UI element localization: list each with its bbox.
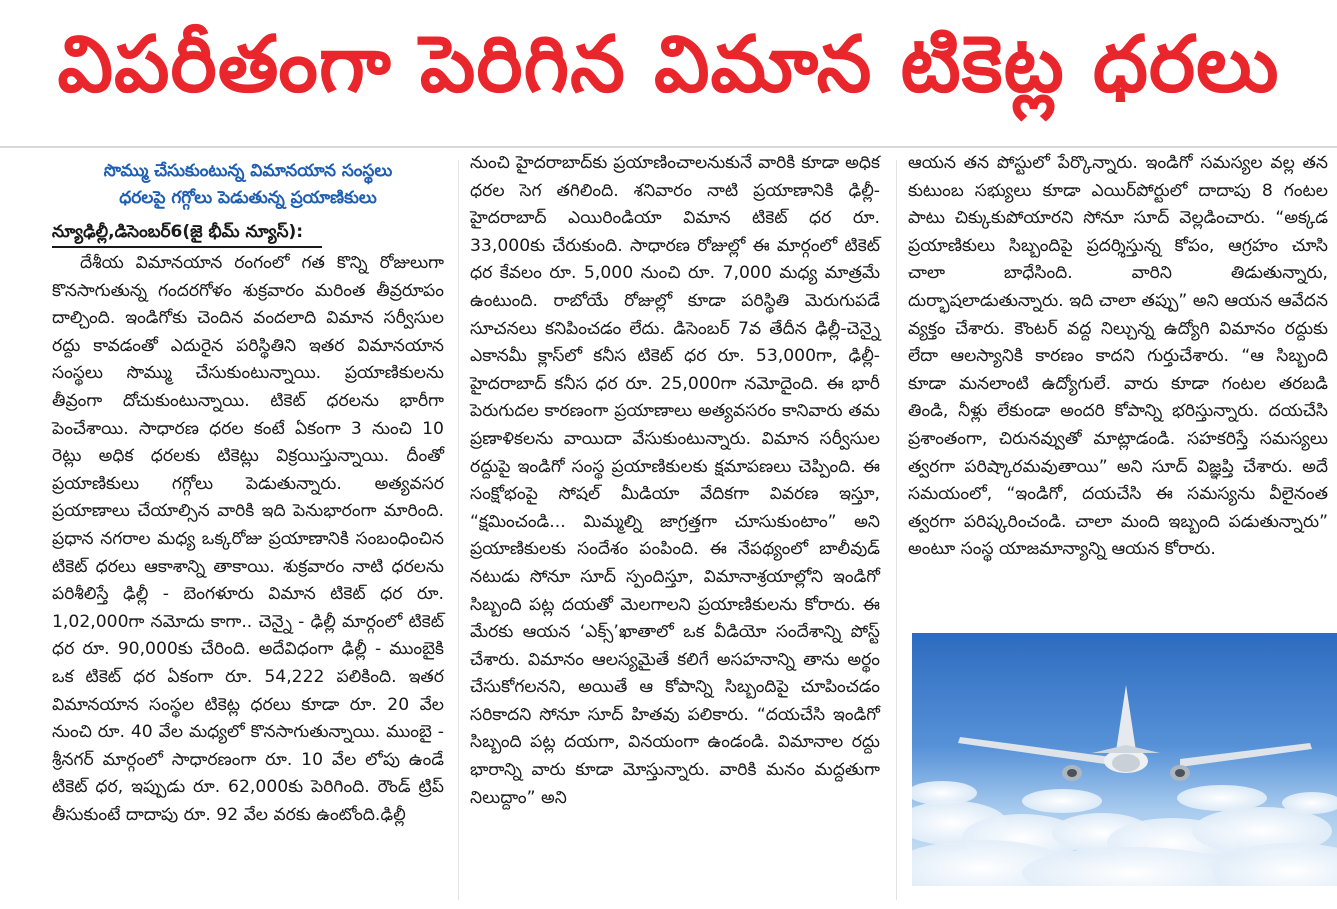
dateline: న్యూఢిల్లీ,డిసెంబర్6(జై భీమ్ న్యూస్):	[52, 222, 304, 242]
airplane-photo	[912, 633, 1337, 886]
headline: విపరీతంగా పెరిగిన విమాన టికెట్ల ధరలు	[57, 19, 1280, 110]
article-column-1	[52, 150, 444, 829]
body-paragraph-3: ఆయన తన పోస్టులో పేర్కొన్నారు. ఇండిగో సమస్యల వల్ల తన కుటుంబ సభ్యులు కూడా ఎయిర్‌పోర్టులో దాదాపు 8 గంటల పాటు చిక్కుకుపోయారని సోనూ సూద్ వెల్లడించారు. “అక్కడ ప్రయాణికులు సిబ్బందిపై ప్రదర్శిస్తున్న కోపం, ఆగ్రహం చూసి చాలా బాధేసింది. వారిని తిడుతున్నారు, దుర్భాషలాడుతున్నారు. ఇది చాలా తప్పు” అని ఆయన ఆవేదన వ్యక్తం చేశారు. కౌంటర్ వద్ద నిల్చున్న ఉద్యోగి విమానం రద్దుకు లేదా ఆలస్యానికి కారణం కాదని గుర్తుచేశారు. “ఆ సిబ్బంది కూడా మనలాంటి ఉద్యోగులే. వారు కూడా గంటల తరబడి తిండి, నీళ్లు లేకుండా అందరి కోపాన్ని భరిస్తున్నారు. దయచేసి ప్రశాంతంగా, చిరునవ్వుతో మాట్లాడండి. సహకరిస్తే సమస్యలు త్వరగా పరిష్కారమవుతాయి” అని సూద్ విజ్ఞప్తి చేశారు. అదే సమయంలో, “ఇండిగో, దయచేసి ఈ సమస్యను వీలైనంత త్వరగా పరిష్కరించండి. చాలా మంది ఇబ్బంది పడుతున్నారు” అంటూ సంస్థ యాజమాన్యాన్ని ఆయన కోరారు.	[908, 153, 1328, 560]
article-column-3	[908, 150, 1328, 564]
airplane-icon	[912, 633, 1337, 886]
deck-line-1: సొమ్ము చేసుకుంటున్న విమానయాన సంస్థలు	[103, 161, 393, 181]
dateline-rule	[52, 246, 322, 248]
deck-line-2: ధరలపై గగ్గోలు పెడుతున్న ప్రయాణికులు	[119, 188, 377, 208]
headline-divider	[0, 146, 1337, 148]
body-paragraph-2: నుంచి హైదరాబాద్‌కు ప్రయాణించాలనుకునే వారికి కూడా అధిక ధరల సెగ తగిలింది. శనివారం నాటి ప్రయాణానికి ఢిల్లీ-హైదరాబాద్ ఎయిరిండియా విమాన టికెట్ ధర రూ. 33,000కు చేరుకుంది. సాధారణ రోజుల్లో ఈ మార్గంలో టికెట్ ధర కేవలం రూ. 5,000 నుంచి రూ. 7,000 మధ్య మాత్రమే ఉంటుంది. రాబోయే రోజుల్లో కూడా పరిస్థితి మెరుగుపడే సూచనలు కనిపించడం లేదు. డిసెంబర్ 7వ తేదీన ఢిల్లీ-చెన్నై ఎకానమీ క్లాస్‌లో కనీస టికెట్ ధర రూ. 53,000గా, ఢిల్లీ-హైదరాబాద్ కనీస ధర రూ. 25,000గా నమోదైంది. ఈ భారీ పెరుగుదల కారణంగా ప్రయాణాలు అత్యవసరం కానివారు తమ ప్రణాళికలను వాయిదా వేసుకుంటున్నారు. విమాన సర్వీసుల రద్దుపై ఇండిగో సంస్థ ప్రయాణికులకు క్షమాపణలు చెప్పింది. ఈ సంక్షోభంపై సోషల్ మీడియా వేదికగా వివరణ ఇస్తూ, “క్షమించండి... మిమ్మల్ని జాగ్రత్తగా చూసుకుంటాం” అని ప్రయాణికులకు సందేశం పంపింది. ఈ నేపథ్యంలో బాలీవుడ్ నటుడు సోనూ సూద్ స్పందిస్తూ, విమానాశ్రయాల్లోని ఇండిగో సిబ్బంది పట్ల దయతో మెలగాలని ప్రయాణికులను కోరారు. ఈ మేరకు ఆయన ‘ఎక్స్’ఖాతాలో ఒక వీడియో సందేశాన్ని పోస్ట్ చేశారు. విమానం ఆలస్యమైతే కలిగే అసహనాన్ని తాను అర్థం చేసుకోగలనని, అయితే ఆ కోపాన్ని సిబ్బందిపై చూపించడం సరికాదని సోనూ సూద్ హితవు పలికారు. “దయచేసి ఇండిగో సిబ్బంది పట్ల దయగా, వినయంగా ఉండండి. విమానాల రద్దు భారాన్ని వారు కూడా మోస్తున్నారు. వారికి మనం మద్దతుగా నిలుద్దాం” అని	[470, 153, 880, 808]
body-paragraph-1: దేశీయ విమానయాన రంగంలో గత కొన్ని రోజులుగా కొనసాగుతున్న గందరగోళం శుక్రవారం మరింత తీవ్రరూపం దాల్చింది. ఇండిగోకు చెందిన వందలాది విమాన సర్వీసుల రద్దు కావడంతో ఎదురైన పరిస్థితిని ఇతర విమానయాన సంస్థలు సొమ్ము చేసుకుంటున్నాయి. ప్రయాణికులను తీవ్రంగా దోచుకుంటున్నాయి. టికెట్ ధరలను భారీగా పెంచేశాయి. సాధారణ ధరల కంటే ఏకంగా 3 నుంచి 10 రెట్లు అధిక ధరలకు టికెట్లు విక్రయిస్తున్నాయి. దీంతో ప్రయాణికులు గగ్గోలు పెడుతున్నారు. అత్యవసర ప్రయాణాలు చేయాల్సిన వారికి ఇది పెనుభారంగా మారింది. ప్రధాన నగరాల మధ్య ఒక్కరోజు ప్రయాణానికి సంబంధించిన టికెట్ ధరలు ఆకాశాన్ని తాకాయి. శుక్రవారం నాటి ధరలను పరిశీలిస్తే ఢిల్లీ - బెంగళూరు విమాన టికెట్ ధర రూ. 1,02,000గా నమోదు కాగా.. చెన్నై - ఢిల్లీ మార్గంలో టికెట్ ధర రూ. 90,000కు చేరింది. అదేవిధంగా ఢిల్లీ - ముంబైకి ఒక టికెట్ ధర ఏకంగా రూ. 54,222 పలికింది. ఇతర విమానయాన సంస్థల టికెట్ల ధరలు కూడా రూ. 20 వేల నుంచి రూ. 40 వేల మధ్యలో కొనసాగుతున్నాయి. ముంబై - శ్రీనగర్ మార్గంలో సాధారణంగా రూ. 10 వేల లోపు ఉండే టికెట్ ధర, ఇప్పుడు రూ. 62,000కు పెరిగింది. రౌండ్ ట్రిప్ తీసుకుంటే దాదాపు రూ. 92 వేల వరకు ఉంటోంది.ఢిల్లీ	[52, 253, 444, 825]
deck	[52, 150, 444, 212]
column-divider	[458, 160, 459, 900]
article-column-2	[470, 150, 880, 812]
column-divider	[896, 160, 897, 900]
